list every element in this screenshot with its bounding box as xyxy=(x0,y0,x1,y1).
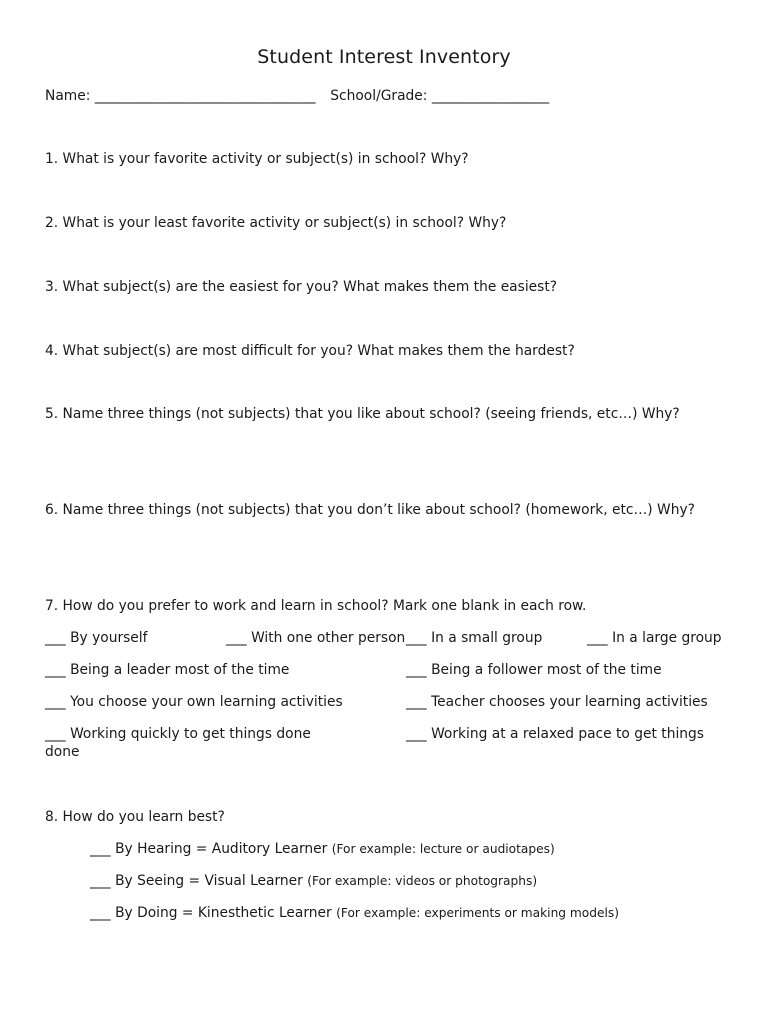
option-small-group: ___ In a small group xyxy=(406,630,543,646)
question-4: 4. What subject(s) are most difficult for you? What makes them the hardest? xyxy=(45,343,575,359)
question-5: 5. Name three things (not subjects) that you like about school? (seeing friends, etc…) Why? xyxy=(45,406,680,422)
question-1: 1. What is your favorite activity or subject(s) in school? Why? xyxy=(45,151,469,167)
header-fields xyxy=(45,88,549,104)
option-visual-label: ___ By Seeing = Visual Learner xyxy=(90,873,303,889)
option-working-quickly: ___ Working quickly to get things done xyxy=(45,726,311,742)
option-visual-example: (For example: videos or photographs) xyxy=(307,874,538,888)
option-auditory-label: ___ By Hearing = Auditory Learner xyxy=(90,841,328,857)
document-title: Student Interest Inventory xyxy=(257,46,511,68)
option-follower: ___ Being a follower most of the time xyxy=(406,662,662,678)
option-relaxed-pace-wrap: done xyxy=(45,744,80,760)
question-6: 6. Name three things (not subjects) that you don’t like about school? (homework, etc…) Why? xyxy=(45,502,695,518)
question-7: 7. How do you prefer to work and learn in school? Mark one blank in each row. xyxy=(45,598,587,614)
option-auditory-example: (For example: lecture or audiotapes) xyxy=(331,842,555,856)
option-teacher-chooses: ___ Teacher chooses your learning activities xyxy=(406,694,708,710)
name-field: Name: ________________________________ xyxy=(45,88,316,104)
option-auditory xyxy=(90,841,555,857)
option-leader: ___ Being a leader most of the time xyxy=(45,662,290,678)
question-8: 8. How do you learn best? xyxy=(45,809,225,825)
option-kinesthetic-example: (For example: experiments or making models) xyxy=(336,906,619,920)
option-kinesthetic xyxy=(90,905,619,921)
option-visual xyxy=(90,873,537,889)
option-large-group: ___ In a large group xyxy=(587,630,722,646)
question-3: 3. What subject(s) are the easiest for you? What makes them the easiest? xyxy=(45,279,558,295)
question-2: 2. What is your least favorite activity or subject(s) in school? Why? xyxy=(45,215,507,231)
option-relaxed-pace: ___ Working at a relaxed pace to get things xyxy=(406,726,704,742)
school-grade-field: School/Grade: _________________ xyxy=(330,88,550,104)
option-you-choose: ___ You choose your own learning activities xyxy=(45,694,343,710)
option-with-one-other-person: ___ With one other person xyxy=(226,630,406,646)
option-by-yourself: ___ By yourself xyxy=(45,630,148,646)
option-kinesthetic-label: ___ By Doing = Kinesthetic Learner xyxy=(90,905,332,921)
